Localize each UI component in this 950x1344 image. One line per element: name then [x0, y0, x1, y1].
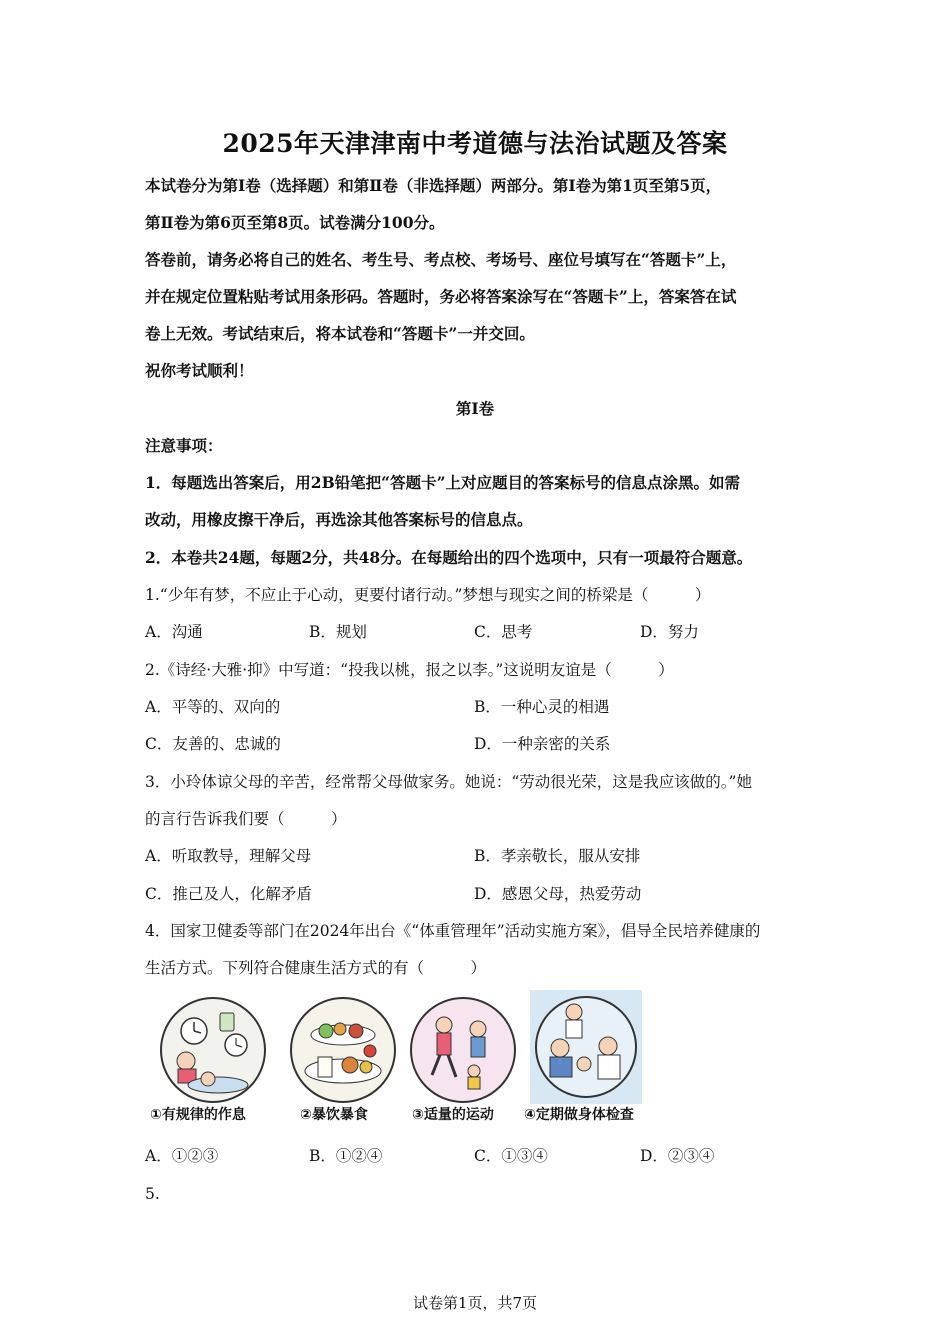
option-a: A．平等的、双向的: [145, 698, 281, 716]
intro-line: 答卷前，请务必将自己的姓名、考生号、考点校、考场号、座位号填写在“答题卡”上，: [145, 250, 737, 269]
question-stem: 5.: [145, 1185, 160, 1203]
option-d: D．②③④: [640, 1147, 715, 1165]
exercise-illustration: [408, 995, 518, 1105]
notice-heading: 注意事项：: [145, 436, 223, 455]
question-stem: 4．国家卫健委等部门在2024年出台《“体重管理年”活动实施方案》，倡导全民培养健康的: [145, 922, 761, 940]
option-a: A．沟通: [145, 623, 203, 641]
question-stem: 生活方式。下列符合健康生活方式的有（ ）: [145, 959, 487, 977]
option-b: B．①②④: [309, 1147, 383, 1165]
sleep-schedule-illustration: [158, 995, 268, 1105]
option-b: B．一种心灵的相遇: [474, 698, 610, 716]
intro-line: 第Ⅱ卷为第6页至第8页。试卷满分100分。: [145, 213, 445, 232]
option-d: D．感恩父母，热爱劳动: [474, 885, 642, 903]
intro-line: 并在规定位置粘贴考试用条形码。答题时，务必将答案涂写在“答题卡”上，答案答在试: [145, 287, 737, 306]
question-stem: 的言行告诉我们要（ ）: [145, 810, 347, 828]
intro-line: 祝你考试顺利！: [145, 361, 254, 380]
page-footer: 试卷第1页，共7页: [412, 1294, 538, 1312]
question-stem: 2.《诗经·大雅·抑》中写道：“投我以桃，报之以李。”这说明友谊是（ ）: [145, 661, 674, 679]
option-c: C．思考: [474, 623, 533, 641]
option-c: C．友善的、忠诚的: [145, 735, 281, 753]
health-checkup-illustration: [530, 990, 642, 1104]
option-b: B．孝亲敬长，服从安排: [474, 847, 641, 865]
question-stem: 1.“少年有梦，不应止于心动，更要付诸行动。”梦想与现实之间的桥梁是（ ）: [145, 586, 711, 604]
notice-item: 1．每题选出答案后，用2B铅笔把“答题卡”上对应题目的答案标号的信息点涂黑。如需: [145, 473, 741, 492]
option-c: C．推己及人，化解矛盾: [145, 885, 312, 903]
intro-line: 卷上无效。考试结束后，将本试卷和“答题卡”一并交回。: [145, 324, 535, 343]
figure-caption: ④定期做身体检查: [524, 1107, 634, 1123]
figure-caption: ②暴饮暴食: [300, 1107, 368, 1123]
notice-item: 2．本卷共24题，每题2分，共48分。在每题给出的四个选项中，只有一项最符合题意。: [145, 548, 753, 567]
option-b: B．规划: [309, 623, 367, 641]
option-a: A．①②③: [145, 1147, 219, 1165]
option-d: D．一种亲密的关系: [474, 735, 611, 753]
section-title: 第Ⅰ卷: [455, 399, 495, 418]
figure-caption: ①有规律的作息: [150, 1107, 246, 1123]
intro-line: 本试卷分为第Ⅰ卷（选择题）和第Ⅱ卷（非选择题）两部分。第Ⅰ卷为第1页至第5页，: [145, 176, 722, 195]
notice-item: 改动，用橡皮擦干净后，再选涂其他答案标号的信息点。: [145, 510, 533, 529]
option-c: C．①③④: [474, 1147, 548, 1165]
overeating-illustration: [288, 995, 398, 1105]
option-a: A．听取教导，理解父母: [145, 847, 312, 865]
option-d: D．努力: [640, 623, 699, 641]
figure-caption: ③适量的运动: [412, 1107, 494, 1123]
page-title: 2025年天津津南中考道德与法治试题及答案: [222, 129, 728, 158]
question-stem: 3．小玲体谅父母的辛苦，经常帮父母做家务。她说：“劳动很光荣，这是我应该做的。”她: [145, 773, 752, 791]
